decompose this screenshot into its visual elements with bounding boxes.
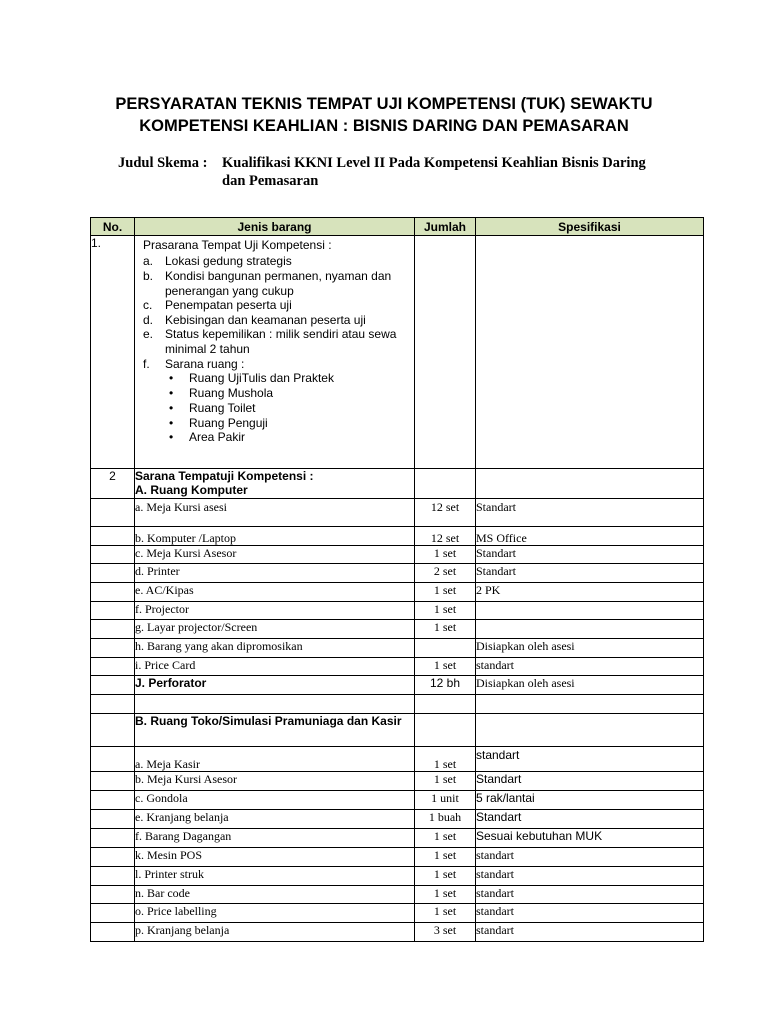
- item-specification: 5 rak/lantai: [476, 791, 704, 810]
- item-specification: [476, 602, 704, 620]
- empty-cell: [91, 772, 135, 791]
- table-row: [91, 923, 704, 942]
- bullet-icon: •: [169, 400, 174, 415]
- title-line-1: PERSYARATAN TEKNIS TEMPAT UJI KOMPETENSI (TUK) SEWAKTU: [115, 95, 653, 113]
- prasarana-item: [143, 313, 414, 328]
- item-name: a. Meja Kursi asesi: [135, 499, 415, 527]
- empty-cell: [91, 546, 135, 564]
- item-quantity: 1 set: [415, 848, 476, 867]
- sarana-ruang-item: [143, 401, 414, 416]
- item-name: e. Kranjang belanja: [135, 810, 415, 829]
- empty-cell: [415, 714, 476, 747]
- list-marker: c.: [143, 298, 153, 313]
- empty-cell: [91, 564, 135, 583]
- item-name: b. Meja Kursi Asesor: [135, 772, 415, 791]
- item-quantity: 1 set: [415, 583, 476, 602]
- item-quantity: 1 set: [415, 620, 476, 639]
- item-specification: Sesuai kebutuhan MUK: [476, 829, 704, 848]
- item-quantity: 3 set: [415, 923, 476, 942]
- table-row: [91, 564, 704, 583]
- empty-cell: [91, 583, 135, 602]
- ruang-komputer-heading: A. Ruang Komputer: [135, 483, 248, 497]
- bullet-icon: •: [169, 430, 174, 445]
- item-specification: Standart: [476, 772, 704, 791]
- item-quantity: [415, 639, 476, 658]
- prasarana-item: [143, 254, 414, 269]
- header-no: No.: [91, 218, 135, 236]
- empty-cell: [91, 829, 135, 848]
- item-name: d. Printer: [135, 564, 415, 583]
- table-row: [91, 867, 704, 886]
- bullet-icon: •: [169, 415, 174, 430]
- empty-cell: [476, 714, 704, 747]
- empty-cell: [91, 499, 135, 527]
- item-specification: standart: [476, 848, 704, 867]
- list-marker: a.: [143, 254, 154, 269]
- item-name: J. Perforator: [135, 676, 415, 695]
- title-line-2: KOMPETENSI KEAHLIAN : BISNIS DARING DAN PEMASARAN: [139, 117, 629, 135]
- item-quantity: 1 set: [415, 886, 476, 904]
- sarana-ruang-list: [143, 371, 414, 445]
- table-row: [91, 658, 704, 676]
- item-specification: MS Office: [476, 527, 704, 546]
- table-row: [91, 499, 704, 527]
- item-quantity: 1 buah: [415, 810, 476, 829]
- table-row: [91, 810, 704, 829]
- table-row: [91, 602, 704, 620]
- empty-cell: [476, 469, 704, 499]
- sarana-ruang-item-text: Ruang Mushola: [189, 385, 274, 400]
- item-specification: standart: [476, 658, 704, 676]
- sarana-ruang-item: [143, 430, 414, 445]
- item-quantity: 1 set: [415, 904, 476, 923]
- item-quantity: 1 unit: [415, 791, 476, 810]
- document-title: [0, 93, 768, 137]
- item-name: b. Komputer /Laptop: [135, 527, 415, 546]
- empty-cell: [415, 469, 476, 499]
- sarana-ruang-item: [143, 416, 414, 431]
- sarana-ruang-item-text: Ruang Penguji: [189, 415, 268, 430]
- item-name: c. Meja Kursi Asesor: [135, 546, 415, 564]
- empty-cell: [91, 886, 135, 904]
- sarana-ruang-item-text: Area Pakir: [189, 430, 246, 445]
- item-quantity: 1 set: [415, 658, 476, 676]
- item-quantity: 1 set: [415, 829, 476, 848]
- item-name: c. Gondola: [135, 791, 415, 810]
- prasarana-item-text: Lokasi gedung strategis: [165, 254, 292, 269]
- prasarana-heading: Prasarana Tempat Uji Kompetensi :: [143, 238, 332, 252]
- list-marker: f.: [143, 356, 150, 371]
- empty-cell: [91, 527, 135, 546]
- empty-cell: [91, 714, 135, 747]
- table-row: [91, 747, 704, 772]
- item-quantity: 1 set: [415, 747, 476, 772]
- empty-cell: [415, 236, 476, 469]
- table-row: [91, 886, 704, 904]
- item-specification: Standart: [476, 546, 704, 564]
- table-row-1: [91, 236, 704, 469]
- sarana-heading-cell: [135, 469, 415, 499]
- item-name: h. Barang yang akan dipromosikan: [135, 639, 415, 658]
- empty-cell: [91, 791, 135, 810]
- empty-cell: [91, 923, 135, 942]
- table-header-row: [91, 218, 704, 236]
- table-row-2: [91, 469, 704, 499]
- list-marker: d.: [143, 312, 154, 327]
- item-specification: Standart: [476, 810, 704, 829]
- table-row: [91, 904, 704, 923]
- item-name: o. Price labelling: [135, 904, 415, 923]
- table-row: [91, 676, 704, 695]
- empty-cell: [91, 810, 135, 829]
- item-specification: Standart: [476, 499, 704, 527]
- item-specification: Standart: [476, 564, 704, 583]
- requirements-table: [90, 217, 704, 942]
- list-marker: b.: [143, 269, 154, 283]
- prasarana-item-text: Penempatan peserta uji: [165, 298, 292, 313]
- empty-cell: [91, 867, 135, 886]
- prasarana-item-text: Kebisingan dan keamanan peserta uji: [165, 312, 366, 327]
- item-quantity: 2 set: [415, 564, 476, 583]
- item-name: n. Bar code: [135, 886, 415, 904]
- bullet-icon: •: [169, 371, 174, 386]
- table-row: [91, 639, 704, 658]
- item-specification: standart: [476, 904, 704, 923]
- item-quantity: 12 set: [415, 527, 476, 546]
- table-row: [91, 546, 704, 564]
- item-specification: Disiapkan oleh asesi: [476, 676, 704, 695]
- empty-cell: [91, 620, 135, 639]
- prasarana-item: [143, 357, 414, 372]
- prasarana-item-text: Status kepemilikan : milik sendiri atau sewa minimal 2 tahun: [165, 327, 397, 356]
- item-name: p. Kranjang belanja: [135, 923, 415, 942]
- skema-value: Kualifikasi KKNI Level II Pada Kompetensi Keahlian Bisnis Daring dan Pemasaran: [222, 155, 646, 189]
- list-marker: e.: [143, 327, 154, 342]
- item-specification: standart: [476, 886, 704, 904]
- table-row: [91, 695, 704, 714]
- table-row: [91, 527, 704, 546]
- item-quantity: 1 set: [415, 772, 476, 791]
- item-name: g. Layar projector/Screen: [135, 620, 415, 639]
- table-row: [91, 714, 704, 747]
- item-quantity: 12 bh: [415, 676, 476, 695]
- item-name: f. Projector: [135, 602, 415, 620]
- item-specification: [476, 620, 704, 639]
- row-number: 1.: [91, 236, 135, 469]
- item-name: i. Price Card: [135, 658, 415, 676]
- prasarana-item-text: Kondisi bangunan permanen, nyaman dan penerangan yang cukup: [165, 269, 392, 298]
- prasarana-item-text: Sarana ruang :: [165, 356, 245, 371]
- empty-cell: [91, 848, 135, 867]
- empty-cell: [415, 695, 476, 714]
- item-quantity: 1 set: [415, 546, 476, 564]
- empty-cell: [91, 602, 135, 620]
- item-name: k. Mesin POS: [135, 848, 415, 867]
- empty-cell: [91, 658, 135, 676]
- header-jumlah: Jumlah: [415, 218, 476, 236]
- sarana-ruang-item-text: Ruang UjiTulis dan Praktek: [189, 371, 334, 386]
- empty-cell: [135, 695, 415, 714]
- prasarana-cell: [135, 236, 415, 469]
- prasarana-list: [143, 254, 414, 371]
- item-specification: Disiapkan oleh asesi: [476, 639, 704, 658]
- empty-cell: [91, 695, 135, 714]
- item-quantity: 1 set: [415, 867, 476, 886]
- row-number: 2: [91, 469, 135, 499]
- empty-cell: [91, 676, 135, 695]
- skema-label: Judul Skema :: [118, 155, 208, 171]
- table-row: [91, 583, 704, 602]
- empty-cell: [91, 747, 135, 772]
- item-specification: 2 PK: [476, 583, 704, 602]
- sarana-ruang-item: [143, 371, 414, 386]
- sarana-heading: Sarana Tempatuji Kompetensi :: [135, 469, 314, 483]
- item-quantity: 1 set: [415, 602, 476, 620]
- prasarana-item: [143, 298, 414, 313]
- table-row: [91, 791, 704, 810]
- item-specification: standart: [476, 747, 704, 772]
- empty-cell: [476, 236, 704, 469]
- item-name: l. Printer struk: [135, 867, 415, 886]
- sarana-ruang-item-text: Ruang Toilet: [189, 400, 256, 415]
- item-name: e. AC/Kipas: [135, 583, 415, 602]
- table-row: [91, 829, 704, 848]
- item-name: f. Barang Dagangan: [135, 829, 415, 848]
- empty-cell: [91, 639, 135, 658]
- prasarana-item: [143, 327, 414, 356]
- header-jenis: Jenis barang: [135, 218, 415, 236]
- ruang-toko-heading: B. Ruang Toko/Simulasi Pramuniaga dan Kasir: [135, 714, 415, 747]
- table-row: [91, 772, 704, 791]
- item-specification: standart: [476, 923, 704, 942]
- empty-cell: [476, 695, 704, 714]
- table-row: [91, 848, 704, 867]
- item-quantity: 12 set: [415, 499, 476, 527]
- prasarana-item: [143, 269, 414, 298]
- item-name: a. Meja Kasir: [135, 747, 415, 772]
- item-specification: standart: [476, 867, 704, 886]
- table-row: [91, 620, 704, 639]
- bullet-icon: •: [169, 385, 174, 400]
- empty-cell: [91, 904, 135, 923]
- sarana-ruang-item: [143, 386, 414, 401]
- header-spesifikasi: Spesifikasi: [476, 218, 704, 236]
